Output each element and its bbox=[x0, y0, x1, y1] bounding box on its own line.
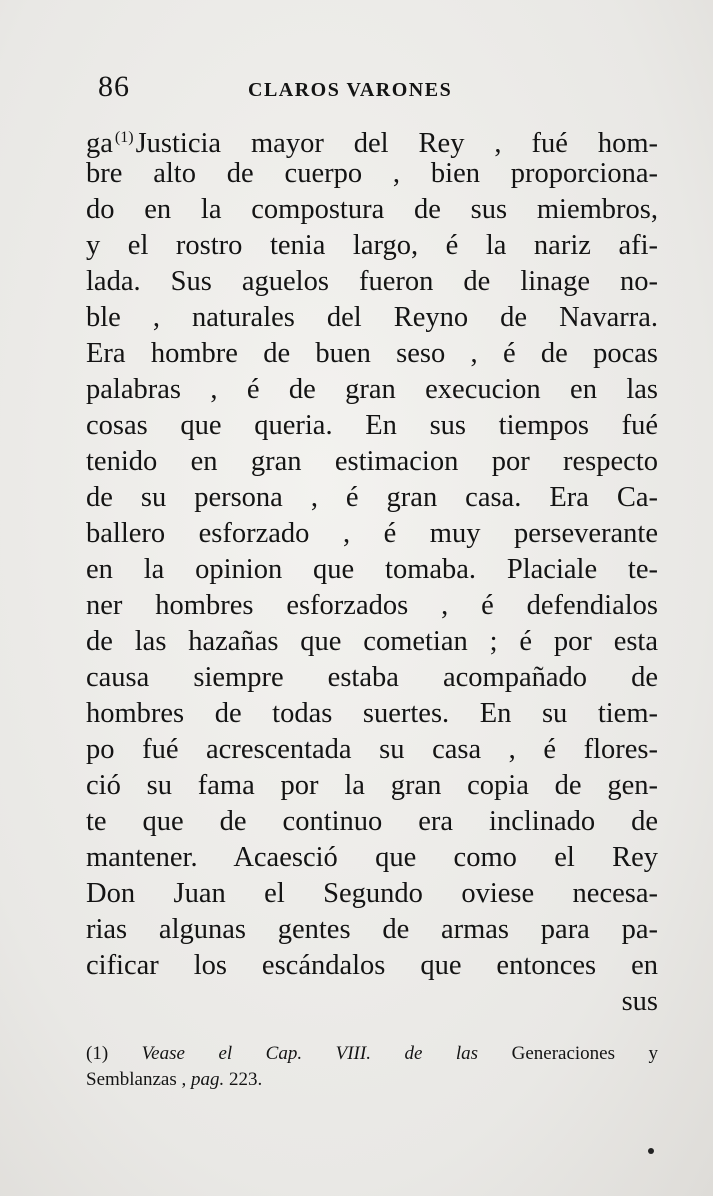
text-line: Don Juan el Segundo oviese necesa- bbox=[86, 878, 658, 909]
catchword: sus bbox=[621, 986, 658, 1017]
text-line: en la opinion que tomaba. Placiale te- bbox=[86, 554, 658, 585]
footnote-page-label: pag. bbox=[191, 1069, 225, 1090]
footnote bbox=[86, 1041, 658, 1093]
text-line: lada. Sus aguelos fueron de linage no- bbox=[86, 266, 658, 297]
text-line: tenido en gran estimacion por respecto bbox=[86, 446, 658, 477]
footnote-text: Semblanzas , bbox=[86, 1069, 187, 1090]
text-fragment: ga bbox=[86, 128, 113, 159]
text-line: po fué acrescentada su casa , é flores- bbox=[86, 734, 658, 765]
text-line: te que de continuo era inclinado de bbox=[86, 806, 658, 837]
text-line: cosas que queria. En sus tiempos fué bbox=[86, 410, 658, 441]
footnote-marker: (1) bbox=[114, 129, 134, 146]
text-line: y el rostro tenia largo, é la nariz afi- bbox=[86, 230, 658, 261]
footnote-reference: Vease el Cap. VIII. de las bbox=[141, 1043, 479, 1064]
text-line: ble , naturales del Reyno de Navarra. bbox=[86, 302, 658, 333]
body-text bbox=[86, 120, 658, 1020]
text-line: ner hombres esforzados , é defendialos bbox=[86, 590, 658, 621]
ink-speck bbox=[648, 1148, 654, 1154]
text-line: de su persona , é gran casa. Era Ca- bbox=[86, 482, 658, 513]
text-line: do en la compostura de sus miembros, bbox=[86, 194, 658, 225]
footnote-page-number: 223. bbox=[229, 1069, 263, 1090]
text-line: ció su fama por la gran copia de gen- bbox=[86, 770, 658, 801]
text-line bbox=[86, 120, 658, 159]
footnote-line bbox=[86, 1041, 658, 1067]
footnote-marker: (1) bbox=[86, 1043, 109, 1064]
text-line: causa siempre estaba acompañado de bbox=[86, 662, 658, 693]
text-line: hombres de todas suertes. En su tiem- bbox=[86, 698, 658, 729]
page-number: 86 bbox=[98, 70, 130, 103]
text-line: ballero esforzado , é muy perseverante bbox=[86, 518, 658, 549]
text-line: palabras , é de gran execucion en las bbox=[86, 374, 658, 405]
text-line: Era hombre de buen seso , é de pocas bbox=[86, 338, 658, 369]
footnote-text: Generaciones y bbox=[511, 1043, 659, 1064]
text-line: mantener. Acaesció que como el Rey bbox=[86, 842, 658, 873]
text-line: cificar los escándalos que entonces en bbox=[86, 950, 658, 981]
footnote-line bbox=[86, 1067, 658, 1093]
text-fragment: Justicia mayor del Rey , fué hom- bbox=[135, 128, 658, 159]
text-line: bre alto de cuerpo , bien proporciona- bbox=[86, 158, 658, 189]
text-line: rias algunas gentes de armas para pa- bbox=[86, 914, 658, 945]
text-line: de las hazañas que cometian ; é por esta bbox=[86, 626, 658, 657]
running-head: CLAROS VARONES bbox=[248, 79, 453, 101]
